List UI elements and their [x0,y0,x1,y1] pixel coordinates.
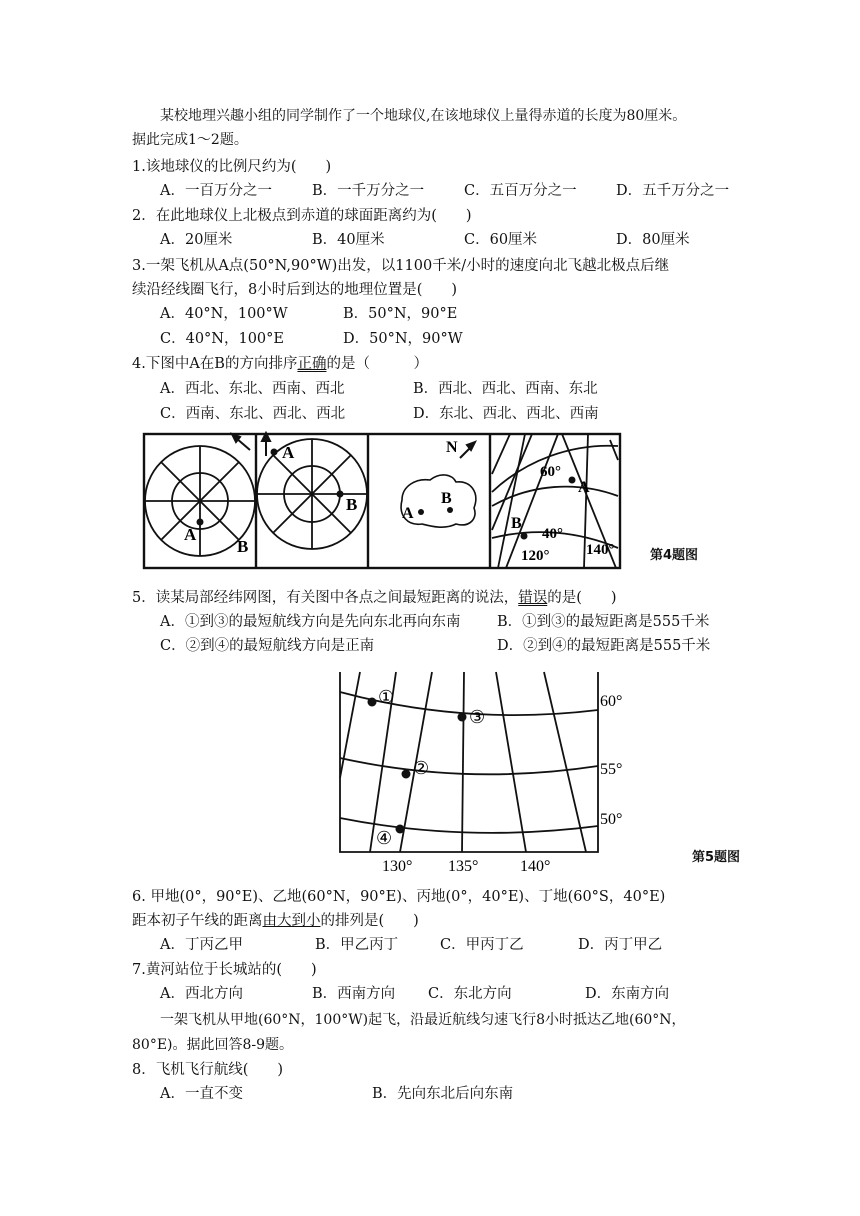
fig5-point-2 [402,770,411,779]
q2-stem: 2．在此地球仪上北极点到赤道的球面距离约为( ) [132,208,472,224]
fig5-lat-55: 55° [600,761,623,778]
fig5-point-1 [368,698,377,707]
intro-line-1: 某校地理兴趣小组的同学制作了一个地球仪,在该地球仪上量得赤道的长度为80厘米。 [160,108,687,124]
q6-option-a: A．丁丙乙甲 [160,937,243,953]
panel-4-point-a [569,477,576,484]
fig5-point-4 [396,825,405,834]
q6-option-c: C．甲丙丁乙 [440,937,524,953]
q6-stem-emphasis: 由大到小 [262,913,321,929]
panel-1-north-arrow [232,434,250,450]
fig5-lon-135: 135° [448,858,479,875]
fig5-lon-140: 140° [520,858,551,875]
fig5-point-3 [458,713,467,722]
panel-4-label-b: B [511,515,522,532]
panel-1-label-b: B [237,537,249,556]
panel-2-point-a [271,449,278,456]
q6-option-b: B．甲乙丙丁 [315,937,399,953]
q3-option-b: B．50°N，90°E [343,306,458,322]
figure-5-caption: 第5题图 [692,850,741,865]
panel-3-label-b: B [441,490,452,507]
panel-2-polar-grid [257,439,367,549]
q4-option-d: D．东北、西北、西北、西南 [413,406,599,422]
panel-2-label-b: B [346,495,358,514]
q6-stem-line-1: 6. 甲地(0°，90°E)、乙地(60°N，90°E)、丙地(0°，40°E)、丁地(60°S，40°E) [132,889,666,905]
q7-option-b: B．西南方向 [312,986,396,1002]
q7-option-c: C．东北方向 [428,986,512,1002]
q1-option-b: B．一千万分之一 [312,183,425,199]
q6-stem-pre: 距本初子午线的距离 [132,913,263,929]
figure-5 [336,668,636,878]
q3-stem-line-2: 续沿经线圈飞行，8小时后到达的地理位置是( ) [132,282,458,298]
q5-option-b: B．①到③的最短距离是555千米 [497,614,710,630]
q6-option-d: D．丙丁甲乙 [578,937,663,953]
panel-4-label-a: A [578,479,590,496]
panel-3-point-b [447,507,453,513]
q3-option-d: D．50°N，90°W [343,331,463,347]
meridian-140 [496,672,526,852]
fig5-label-2: ② [413,758,430,778]
panel-2-point-b [337,491,344,498]
panel-3-north-arrow [460,442,475,458]
panel-1-label-a: A [184,525,197,544]
q2-option-b: B．40厘米 [312,232,385,248]
q8-option-b: B．先向东北后向东南 [372,1086,514,1102]
q1-option-c: C．五百万分之一 [464,183,577,199]
q1-stem: 1.该地球仪的比例尺约为( ) [132,159,332,175]
panel-3-point-a [418,509,424,515]
q1-option-d: D．五千万分之一 [616,183,730,199]
q5-stem-post: 的是( ) [547,590,617,606]
q2-option-c: C．60厘米 [464,232,538,248]
panel-1-point-a [197,519,204,526]
q3-stem-line-1: 3.一架飞机从A点(50°N,90°W)出发，以1100千米/小时的速度向北飞越北极点后继 [132,258,670,274]
q6-stem-line-2 [132,911,419,931]
q2-option-a: A．20厘米 [160,232,233,248]
q5-option-a: A．①到③的最短航线方向是先向东北再向东南 [160,614,461,630]
panel-2-north-arrow [262,433,270,456]
panel-4-label-40: 40° [542,526,563,542]
panel-3-label-a: A [402,505,414,522]
fig5-lat-50: 50° [600,811,623,828]
q3-option-c: C．40°N，100°E [160,331,284,347]
q4-option-b: B．西北、西北、西南、东北 [413,381,598,397]
meridian-135 [462,672,464,852]
panel-3-label-n: N [446,439,458,456]
fig5-label-4: ④ [376,828,393,848]
fig5-label-1: ① [378,687,395,707]
fig5-lat-60: 60° [600,693,623,710]
panel-4-label-140: 140° [586,542,615,558]
q5-option-c: C．②到④的最短航线方向是正南 [160,638,375,654]
q2-option-d: D．80厘米 [616,232,690,248]
q7-stem: 7.黄河站位于长城站的( ) [132,962,317,978]
intro2-line-1: 一架飞机从甲地(60°N，100°W)起飞，沿最近航线匀速飞行8小时抵达乙地(60°N， [160,1012,686,1028]
q5-stem-pre: 5．读某局部经纬网图，有关图中各点之间最短距离的说法， [132,590,519,606]
parallel-55 [340,758,598,774]
q4-option-a: A．西北、东北、西南、西北 [160,381,345,397]
q4-stem-emphasis: 正确 [297,356,327,372]
q4-option-c: C．西南、东北、西北、西北 [160,406,346,422]
q5-option-d: D．②到④的最短距离是555千米 [497,638,711,654]
q7-option-d: D．东南方向 [585,986,670,1002]
panel-4-label-120: 120° [521,548,550,564]
fig5-lon-130: 130° [382,858,413,875]
q3-option-a: A．40°N，100°W [160,306,288,322]
q5-stem [132,588,617,608]
panel-4-point-b [521,533,528,540]
q8-option-a: A．一直不变 [160,1086,243,1102]
intro2-line-2: 80°E)。据此回答8-9题。 [132,1037,294,1053]
q1-option-a: A．一百万分之一 [160,183,272,199]
panel-4-label-60: 60° [540,464,561,480]
q7-option-a: A．西北方向 [160,986,243,1002]
q4-stem-pre: 4.下图中A在B的方向排序 [132,356,298,372]
q8-stem: 8．飞机飞行航线( ) [132,1062,284,1078]
fig5-label-3: ③ [469,707,486,727]
q4-stem-post: 的是（ ） [326,356,428,372]
q4-stem [132,354,428,374]
panel-2-label-a: A [282,443,295,462]
figure-4-caption: 第4题图 [650,548,699,563]
figure-4 [140,430,630,572]
q5-stem-emphasis: 错误 [518,590,548,606]
intro-line-2: 据此完成1～2题。 [132,132,248,148]
q6-stem-post: 的排列是( ) [320,913,419,929]
